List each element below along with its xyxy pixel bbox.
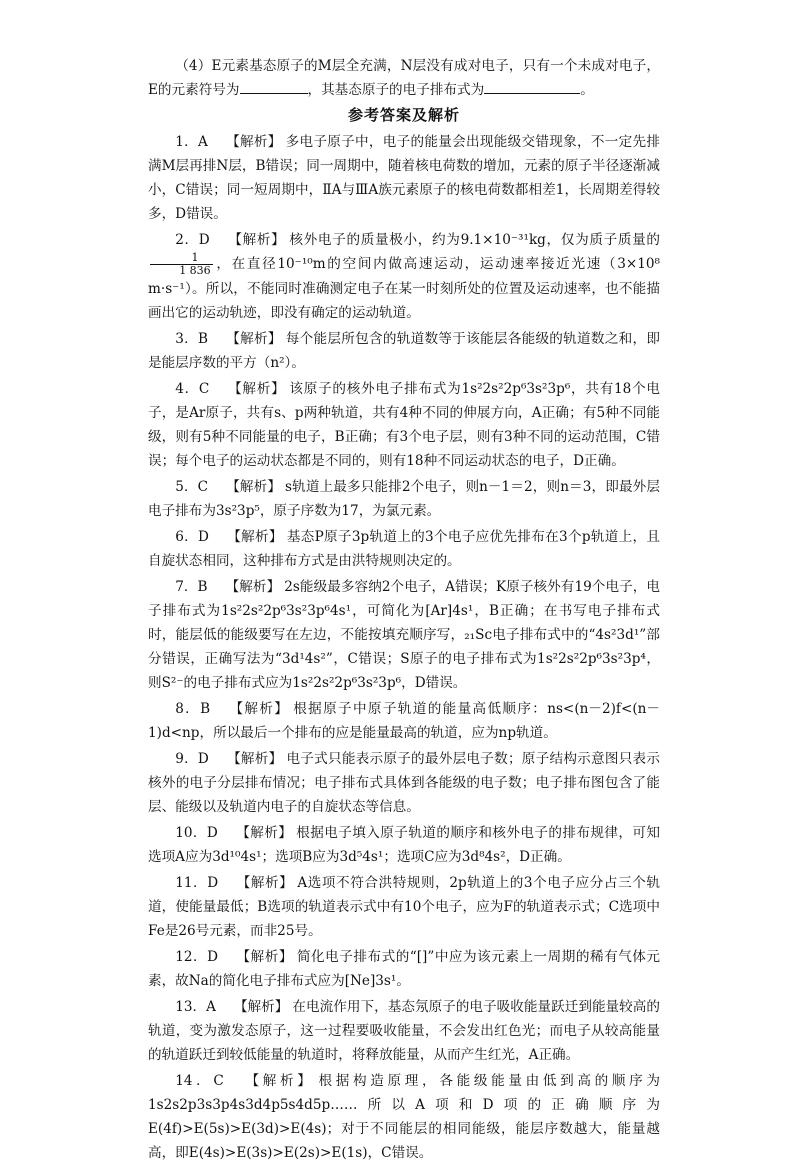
- analysis-tag: 【解析】: [228, 701, 290, 717]
- document-page: [148, 54, 660, 1167]
- analysis-tag: 【解析】: [226, 479, 282, 495]
- question-4-text-2: ，其基态原子的电子排布式为: [307, 82, 485, 98]
- analysis-tag: 【解析】: [226, 529, 283, 545]
- answer-number: 11．D: [175, 875, 219, 891]
- analysis-tag: 【解析】: [233, 999, 289, 1015]
- section-title: 参考答案及解析: [347, 106, 460, 124]
- answer-blank-element-symbol[interactable]: [240, 79, 308, 94]
- answer-text: A选项不符合洪特规则，2p轨道上的3个电子应分占三个轨道，使能量最低；B选项的轨道表示式中有10个电子，应为F的轨道表示式；C选项中Fe是26号元素，而非25号。: [148, 875, 660, 939]
- answer-number: 12．D: [175, 949, 219, 965]
- answer-number: 14．C: [175, 1073, 224, 1089]
- analysis-tag: 【解析】: [236, 949, 293, 965]
- answer-number: 1．A: [175, 134, 208, 150]
- answer-text-b: ，在直径10⁻¹⁰m的空间内做高速运动，运动速率接近光速（3×10⁸ m·s⁻¹）。所以，不能同时准确测定电子在某一时刻所处的位置及运动速率，也不能描画出它的运动轨迹，即没有确定的运动轨道。: [148, 256, 660, 321]
- answer-number: 13．A: [175, 999, 216, 1015]
- answer-item-1: [148, 130, 660, 226]
- answer-item-9: [148, 747, 660, 819]
- answer-text: 在电流作用下，基态氖原子的电子吸收能量跃迁到能量较高的轨道，变为激发态原子，这一过程要吸收能量，不会发出红色光；而电子从较高能量的轨道跃迁到较低能量的轨道时，将释放能量，从而产生红光，A正确。: [148, 999, 660, 1063]
- answer-item-10: [148, 821, 660, 869]
- answer-text: 该原子的核外电子排布式为1s²2s²2p⁶3s²3p⁶，共有18个电子，是Ar原子，共有s、p两种轨道，共有4种不同的伸展方向，A正确；有5种不同能级，则有5种不同能量的电子，B正确；有3个电子层，则有3种不同的运动范围，C错误；每个电子的运动状态都是不同的，则有18种不同运动状态的电子，D正确。: [148, 381, 660, 469]
- answer-text: 每个能层所包含的轨道数等于该能层各能级的轨道数之和，即是能层序数的平方（n²）。: [148, 331, 661, 371]
- analysis-tag: 【解析】: [225, 331, 282, 347]
- answer-number: 5．C: [175, 479, 209, 495]
- answer-number: 10．D: [175, 825, 218, 841]
- fraction: [150, 252, 213, 277]
- answer-item-5: [148, 475, 660, 523]
- analysis-tag: 【解析】: [226, 751, 283, 767]
- answer-item-2: [148, 228, 660, 325]
- answer-blank-electron-config[interactable]: [484, 79, 580, 94]
- answer-number: 2．D: [175, 232, 210, 248]
- fraction-denominator: 1 836: [179, 264, 211, 277]
- answer-text: 根据原子中原子轨道的能量高低顺序：ns<(n－2)f<(n－1)d<np，所以最后一个排布的应是能量最高的轨道，应为np轨道。: [148, 701, 661, 741]
- answer-number: 4．C: [175, 381, 210, 397]
- answer-number: 6．D: [175, 529, 209, 545]
- fraction-numerator: 1: [150, 252, 213, 265]
- answer-item-14: [148, 1069, 660, 1165]
- question-4: [148, 54, 660, 102]
- answer-text: 简化电子排布式的“[]”中应为该元素上一周期的稀有气体元素，故Na的简化电子排布式应为[Ne]3s¹。: [148, 949, 660, 989]
- answer-item-11: [148, 871, 660, 943]
- answer-item-7: [148, 575, 660, 695]
- answer-item-12: [148, 945, 660, 993]
- answer-item-6: [148, 525, 660, 573]
- answer-number: 8．B: [175, 701, 211, 717]
- answer-text: 电子式只能表示原子的最外层电子数；原子结构示意图只表示核外的电子分层排布情况；电子排布式具体到各能级的电子数；电子排布图包含了能层、能级以及轨道内电子的自旋状态等信息。: [148, 751, 660, 815]
- answer-item-4: [148, 377, 660, 473]
- question-4-text-1: （4）E元素基态原子的M层全充满，N层没有成对电子，只有一个未成对电子，E的元素符号为: [148, 58, 660, 98]
- answer-text: s轨道上最多只能排2个电子，则n－1＝2，则n＝3，即最外层电子排布为3s²3p⁵，原子序数为17，为氯元素。: [148, 479, 660, 519]
- answer-item-3: [148, 327, 660, 375]
- analysis-tag: 【解析】: [236, 875, 294, 891]
- answer-item-13: [148, 995, 660, 1067]
- answer-text: 根据电子填入原子轨道的顺序和核外电子的排布规律，可知选项A应为3d¹⁰4s¹；选项B应为3d⁵4s¹；选项C应为3d⁸4s²，D正确。: [148, 825, 661, 865]
- analysis-tag: 【解析】: [227, 232, 286, 248]
- question-4-text-3: 。: [580, 82, 594, 98]
- answer-item-8: [148, 697, 660, 745]
- answer-number: 9．D: [175, 751, 209, 767]
- answer-number: 7．B: [175, 579, 208, 595]
- analysis-tag: 【解析】: [225, 134, 282, 150]
- analysis-tag: 【解析】: [235, 825, 293, 841]
- answer-text: 基态P原子3p轨道上的3个电子应优先排布在3个p轨道上，且自旋状态相同，这种排布方式是由洪特规则决定的。: [148, 529, 661, 569]
- answer-text: 根据构造原理，各能级能量由低到高的顺序为1s2s2p3s3p4s3d4p5s4d5p……所以A项和D项的正确顺序为E(4f)>E(5s)>E(3d)>E(4s)；对于不同能层的相同能级，能层序数越大，能量越高，即E(4s)>E(3s)>E(2s)>E(1s)，C错误。: [148, 1073, 661, 1161]
- answer-text: 多电子原子中，电子的能量会出现能级交错现象，不一定先排满M层再排N层，B错误；同一周期中，随着核电荷数的增加，元素的原子半径逐渐减小，C错误；同一短周期中，ⅡA与ⅢA族元素原子的核电荷数都相差1，长周期差得较多，D错误。: [148, 134, 661, 222]
- answer-text-a: 核外电子的质量极小，约为9.1×10⁻³¹kg，仅为质子质量的: [289, 232, 660, 248]
- analysis-tag: 【解析】: [225, 579, 281, 595]
- answer-text: 2s能级最多容纳2个电子，A错误；K原子核外有19个电子，电子排布式为1s²2s²2p⁶3s²3p⁶4s¹，可简化为[Ar]4s¹，B正确；在书写电子排布式时，能层低的能级要写在左边，不能按填充顺序写，₂₁Sc电子排布式中的“4s²3d¹”部分错误，正确写法为“3d¹4s²”，C错误；S原子的电子排布式为1s²2s²2p⁶3s²3p⁴，则S²⁻的电子排布式应为1s²2s²2p⁶3s²3p⁶，D错误。: [148, 579, 661, 691]
- answer-number: 3．B: [175, 331, 208, 347]
- analysis-tag: 【解析】: [241, 1073, 315, 1089]
- analysis-tag: 【解析】: [227, 381, 286, 397]
